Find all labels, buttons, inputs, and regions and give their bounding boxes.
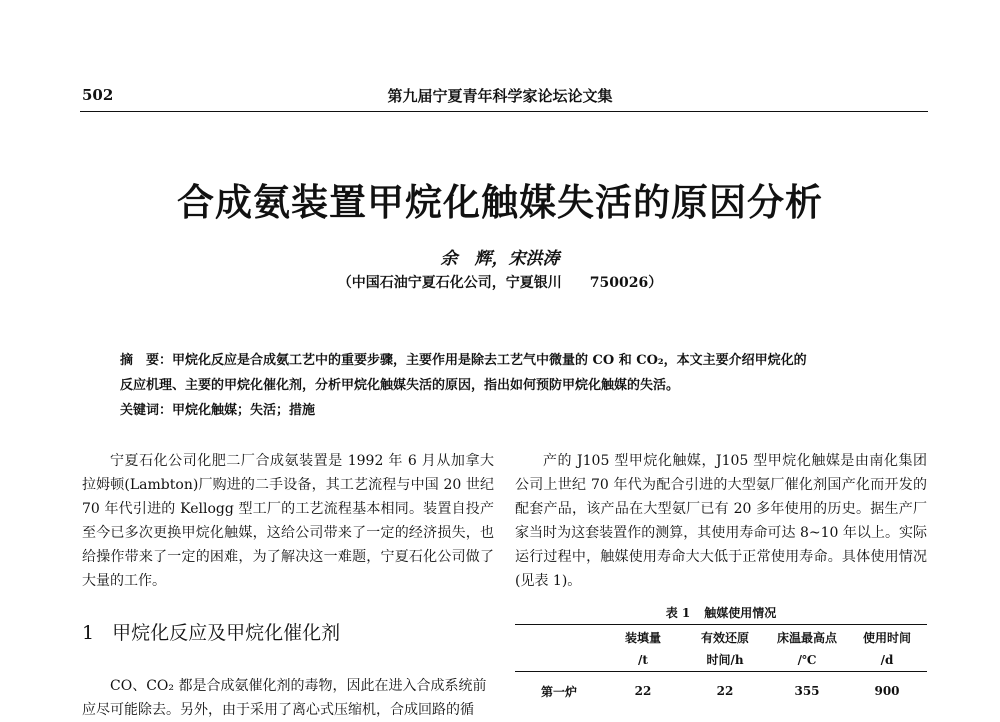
section-title: 甲烷化反应及甲烷化催化剂 [112, 622, 341, 644]
table-header-cell: /℃ [797, 652, 817, 667]
table-header-cell [515, 648, 603, 671]
table-caption [515, 604, 927, 621]
page-number: 502 [82, 86, 114, 104]
abstract-line-2: 反应机理、主要的甲烷化催化剂，分析甲烷化触媒失活的原因，指出如何预防甲烷化触媒的失活。 [120, 378, 680, 393]
table-cell: 第一炉 [540, 684, 577, 699]
keywords-line [120, 398, 920, 423]
intro-paragraph-left: 宁夏石化公司化肥二厂合成氨装置是 1992 年 6 月从加拿大拉姆顿(Lambton)厂购进的二手设备，其工艺流程与中国 20 世纪 70 年代引进的 Kellogg 型工厂的工艺流程基本相同。装置自投产至今已多次更换甲烷化触媒，这给公司带来了一定的经济损失，也给操作带来了一定的困难，为了解决这一难题，宁夏石化公司做了大量的工作。 [82, 453, 494, 589]
section-number: 1 [82, 622, 95, 644]
catalyst-usage-table [515, 626, 927, 711]
table-title: 触媒使用情况 [704, 606, 777, 620]
table-row [515, 671, 927, 711]
table-header-cell: /d [880, 652, 894, 667]
table-cell: 22 [634, 684, 652, 698]
section-1-body [82, 674, 494, 722]
abstract-block [120, 348, 920, 423]
table-header-row-1 [515, 626, 927, 648]
keywords-label: 关键词： [120, 403, 173, 418]
section-1-paragraph: CO、CO₂ 都是合成氨催化剂的毒物，因此在进入合成系统前应尽可能除去。另外，由于采用了离心式压缩机，合成回路的循 [82, 678, 487, 718]
table-header-cell: 时间/h [706, 653, 744, 667]
table-cell: 22 [716, 684, 734, 698]
table-number: 表 1 [665, 606, 691, 620]
paper-title: 合成氨装置甲烷化触媒失活的原因分析 [177, 180, 823, 224]
table-header-cell [515, 626, 603, 648]
table-header-cell: 装填量 [624, 630, 661, 645]
section-1-heading [82, 618, 340, 645]
keywords-text: 甲烷化触媒；失活；措施 [172, 403, 316, 418]
table-cell: 355 [794, 684, 820, 698]
left-column [82, 449, 494, 593]
abstract-text-1: 甲烷化反应是合成氨工艺中的重要步骤，主要作用是除去工艺气中微量的 CO 和 CO₂，本文主要介绍甲烷化的 [172, 353, 807, 368]
table-header-cell: 床温最高点 [776, 630, 837, 645]
affiliation: （中国石油宁夏石化公司，宁夏银川 750026） [337, 275, 663, 291]
table-header-cell: /t [638, 652, 648, 667]
table-cell: 900 [874, 684, 900, 698]
authors: 余 辉，宋洪涛 [440, 249, 560, 269]
header-rule [80, 111, 928, 112]
table-header-cell: 使用时间 [862, 630, 911, 645]
intro-paragraph-right: 产的 J105 型甲烷化触媒，J105 型甲烷化触媒是由南化集团公司上世纪 70 年代为配合引进的大型氨厂催化剂国产化而开发的配套产品，该产品在大型氨厂已有 20 多年使用的历史。据生产厂家当时为这套装置作的测算，其使用寿命可达 8~10 年以上。实际运行过程中，触媒使用寿命大大低于正常使用寿命。具体使用情况(见表 1)。 [515, 453, 927, 589]
abstract-line-1 [120, 348, 920, 373]
running-title: 第九届宁夏青年科学家论坛论文集 [387, 87, 613, 105]
table-header-row-2 [515, 648, 927, 671]
table-header-cell: 有效还原 [700, 630, 749, 645]
abstract-label: 摘 要： [120, 353, 173, 368]
right-column [515, 449, 927, 593]
table-top-rule [515, 624, 927, 625]
